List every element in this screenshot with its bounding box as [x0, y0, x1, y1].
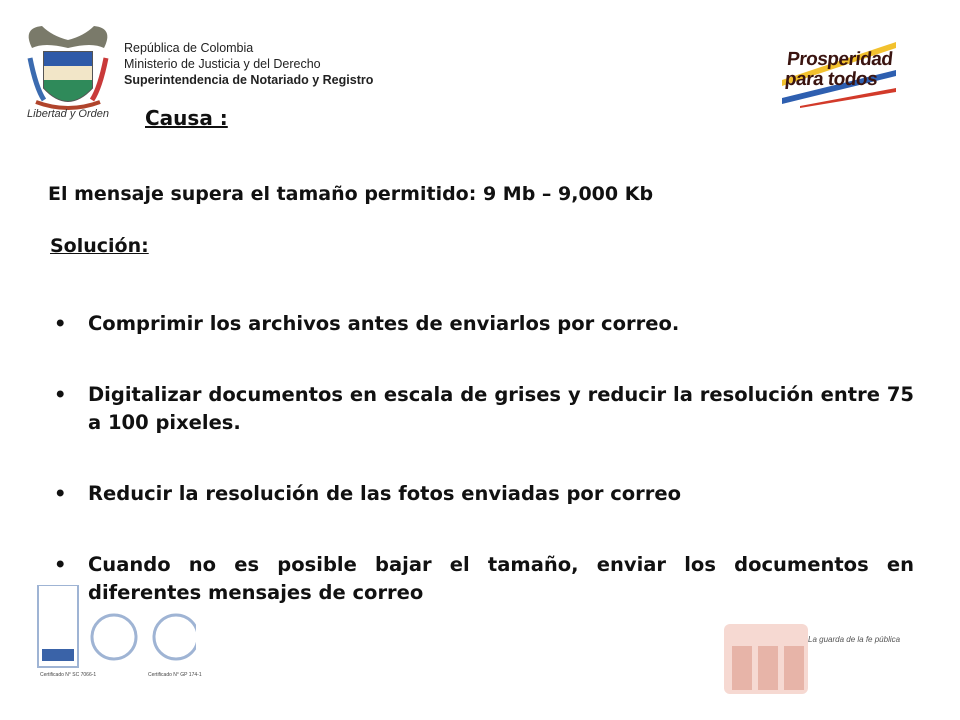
- solution-item: • Cuando no es posible bajar el tamaño, enviar los documentos en diferentes mensajes de correo: [50, 551, 914, 607]
- government-heading: [124, 40, 373, 88]
- solution-item: • Digitalizar documentos en escala de grises y reducir la resolución entre 75 a 100 pixeles.: [50, 381, 914, 437]
- causa-heading: Causa :: [145, 106, 228, 130]
- gov-line-3: Superintendencia de Notariado y Registro: [124, 73, 374, 87]
- snr-tagline: La guarda de la fe pública: [808, 635, 901, 644]
- solution-item: • Comprimir los archivos antes de enviarlos por correo.: [50, 310, 914, 338]
- motto: Libertad y Orden: [27, 108, 109, 120]
- solucion-heading: Solución:: [50, 235, 149, 257]
- cause-message: El mensaje supera el tamaño permitido: 9 Mb – 9,000 Kb: [48, 183, 654, 205]
- certification-logos-icon: [36, 585, 196, 675]
- snr-logo-icon: [718, 618, 818, 698]
- gov-line-1: República de Colombia: [124, 41, 254, 55]
- solution-item: • Reducir la resolución de las fotos enviadas por correo: [50, 480, 914, 508]
- gov-line-2: Ministerio de Justicia y del Derecho: [124, 57, 321, 71]
- slogan: [784, 50, 894, 90]
- cert-left-label: Certificado N° SC 7066-1: [40, 672, 97, 678]
- slogan-line-1: Prosperidad: [786, 49, 894, 70]
- cert-right-label: Certificado N° GP 174-1: [148, 672, 202, 678]
- slogan-line-2: para todos: [783, 69, 879, 90]
